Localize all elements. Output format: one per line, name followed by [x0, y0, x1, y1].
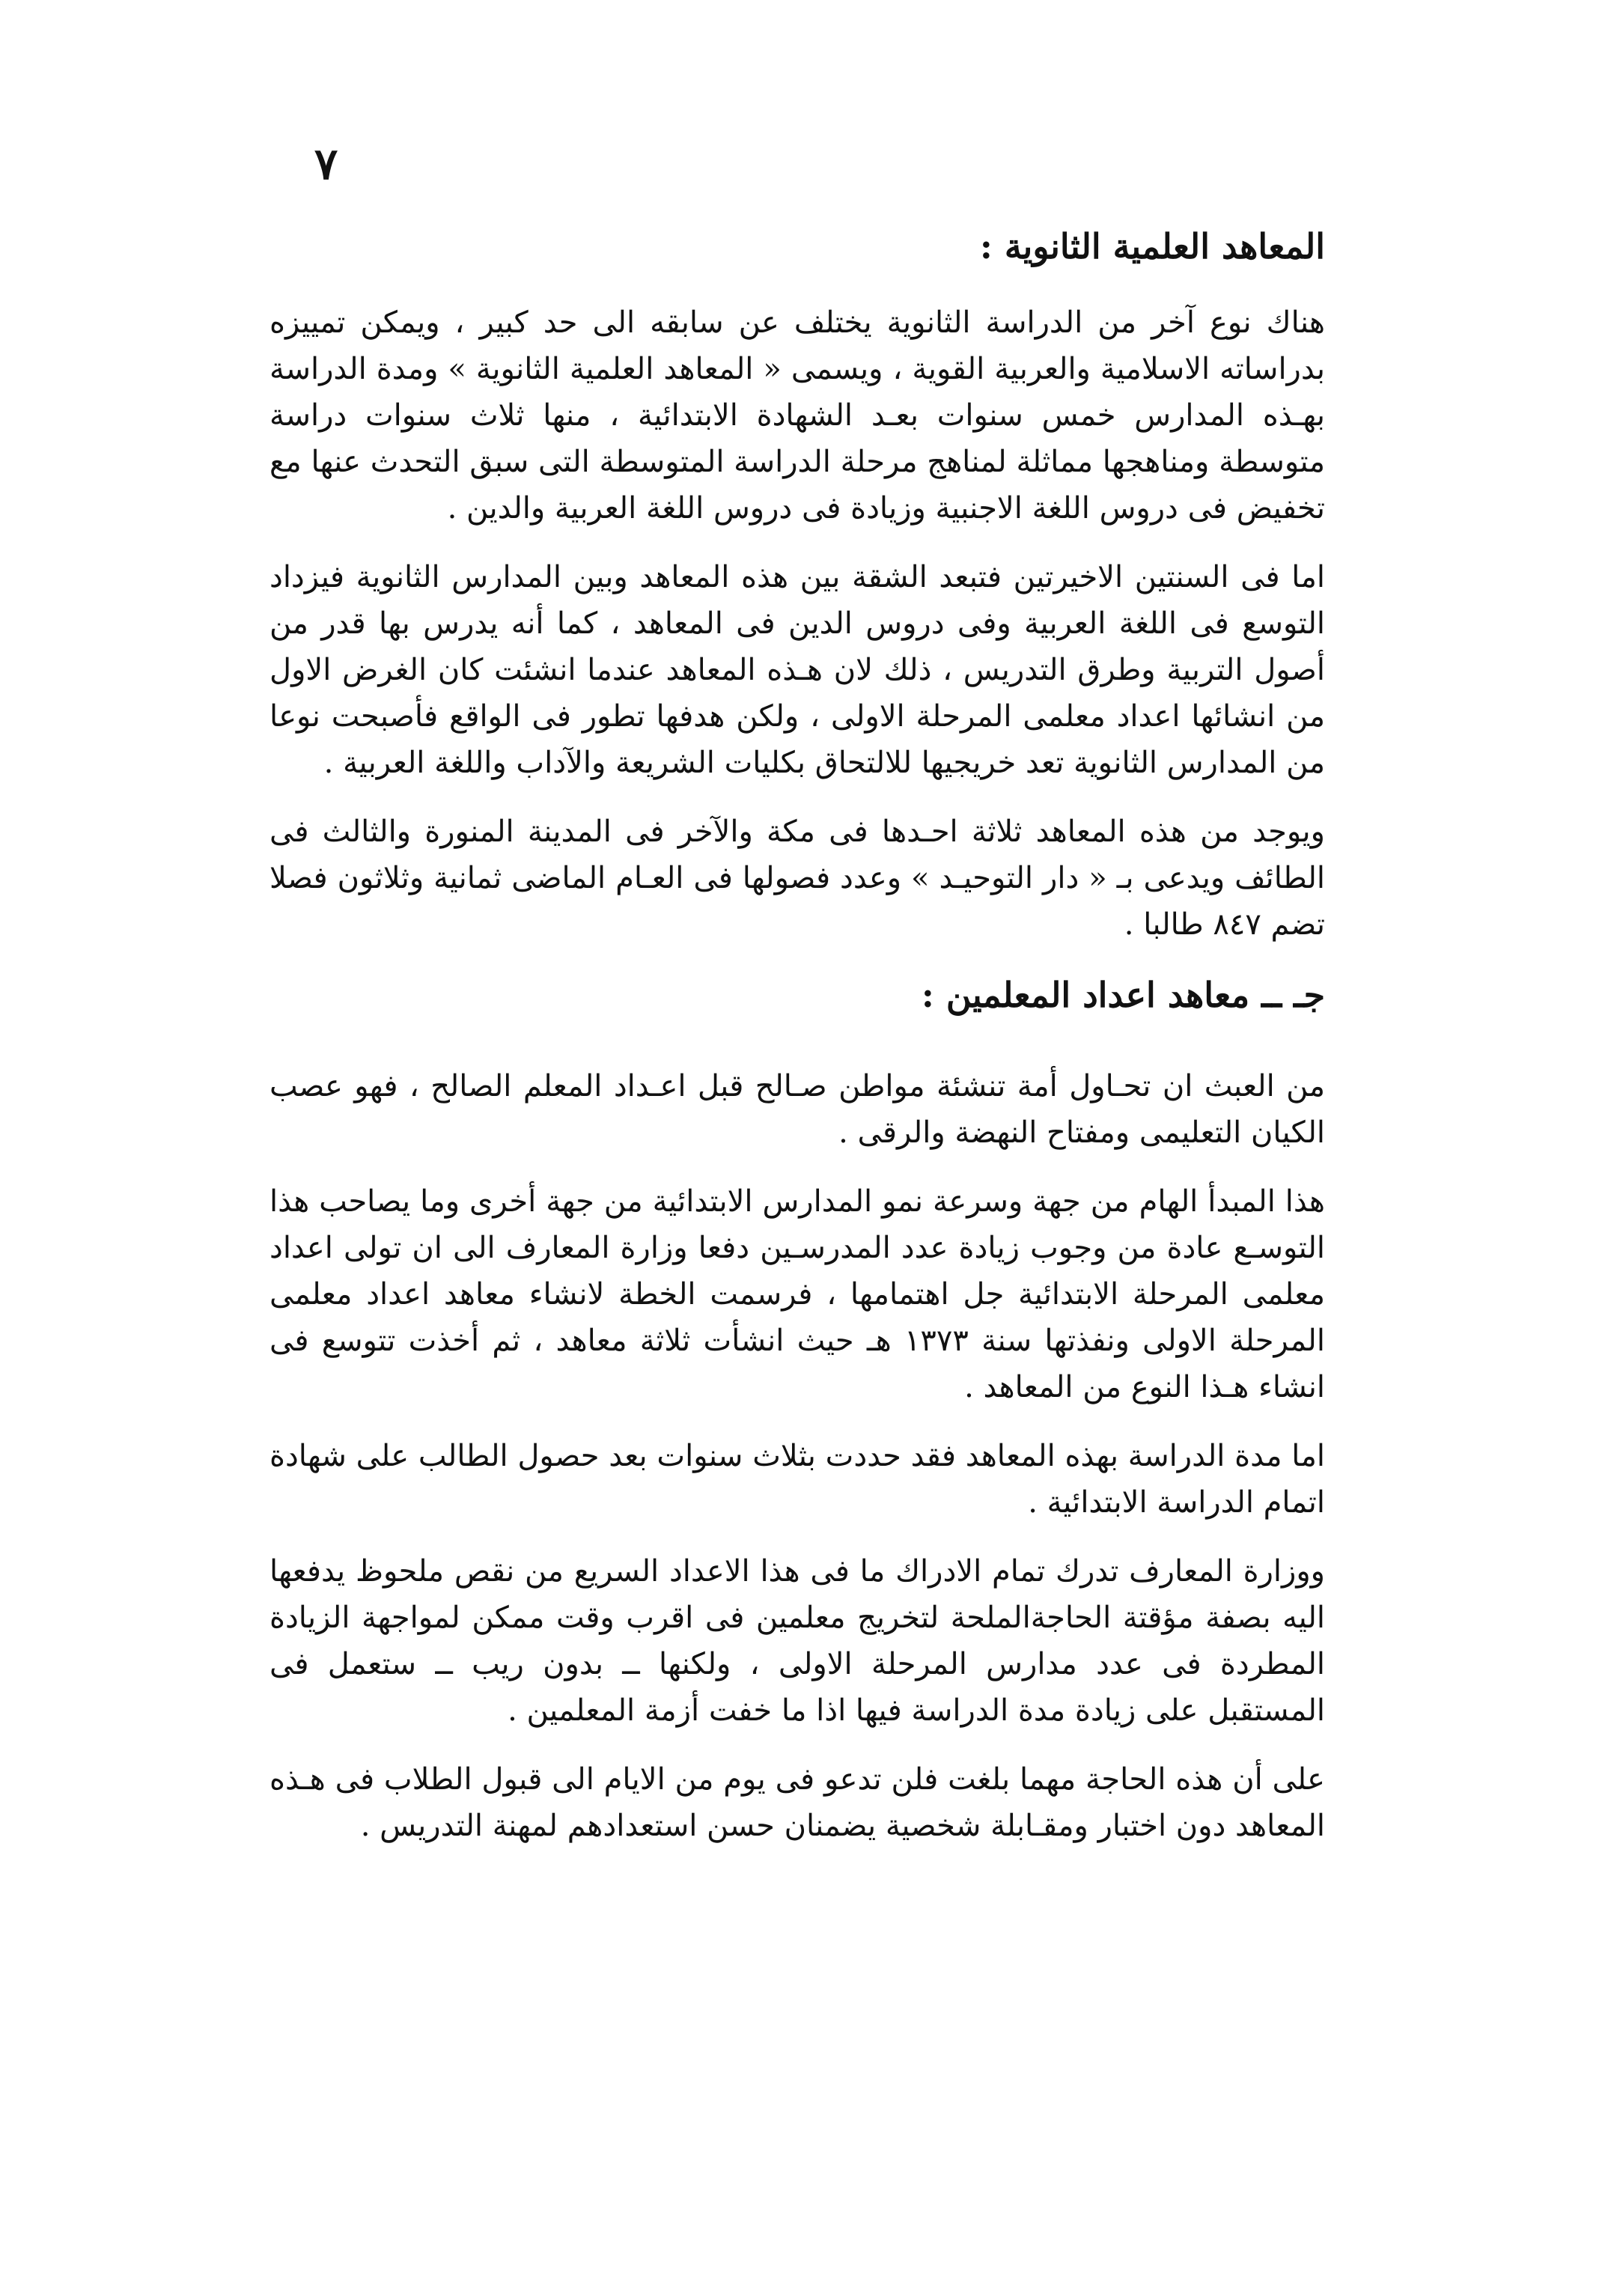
- paragraph: هناك نوع آخر من الدراسة الثانوية يختلف عن سابقه الى حد كبير ، ويمكن تمييزه بدراساته الاسلامية والعربية القوية ، ويسمى « المعاهد العلمية الثانوية » ومدة الدراسة بهـذه المدارس خمس سنوات بعـد الشهادة الابتدائية ، منها ثلاث سنوات دراسة متوسطة ومناهجها مماثلة لمناهج مرحلة الدراسة المتوسطة التى سبق التحدث عنها مع تخفيض فى دروس اللغة الاجنبية وزيادة فى دروس اللغة العربية والدين .: [269, 305, 1326, 526]
- paragraph: اما مدة الدراسة بهذه المعاهد فقد حددت بثلاث سنوات بعد حصول الطالب على شهادة اتمام الدراسة الابتدائية .: [269, 1438, 1325, 1520]
- page-body: [269, 225, 1325, 1872]
- section-heading-secondary-institutes: المعاهد العلمية الثانوية :: [979, 226, 1325, 267]
- paragraph: اما فى السنتين الاخيرتين فتبعد الشقة بين هذه المعاهد وبين المدارس الثانوية فيزداد التوسع فى اللغة العربية وفى دروس الدين فى المعاهد ، كما أنه يدرس بها قدر من أصول التربية وطرق التدريس ، ذلك لان هـذه المعاهد عندما انشئت كان الغرض الاول من انشائها اعداد معلمى المرحلة الاولى ، ولكن هدفها تطور فى الواقع فأصبحت نوعا من المدارس الثانوية تعد خريجيها للالتحاق بكليات الشريعة والآداب واللغة العربية .: [269, 559, 1325, 780]
- section-heading-teacher-institutes: جـ ــ معاهد اعداد المعلمين :: [921, 974, 1325, 1015]
- paragraph: على أن هذه الحاجة مهما بلغت فلن تدعو فى يوم من الايام الى قبول الطلاب فى هـذه المعاهد دون اختبار ومقـابلة شخصية يضمنان حسن استعدادهم لمهنة التدريس .: [269, 1761, 1325, 1843]
- paragraph: ووزارة المعارف تدرك تمام الادراك ما فى هذا الاعداد السريع من نقص ملحوظ يدفعها اليه بصفة مؤقتة الحاجةالملحة لتخريج معلمين فى اقرب وقت ممكن لمواجهة الزيادة المطردة فى عدد مدارس المرحلة الاولى ، ولكنها ــ بدون ريب ــ ستعمل فى المستقبل على زيادة مدة الدراسة فيها اذا ما خفت أزمة المعلمين .: [269, 1553, 1325, 1728]
- paragraph: هذا المبدأ الهام من جهة وسرعة نمو المدارس الابتدائية من جهة أخرى وما يصاحب هذا التوسـع عادة من وجوب زيادة عدد المدرسـين دفعا وزارة المعارف الى ان تولى اعداد معلمى المرحلة الابتدائية جل اهتمامها ، فرسمت الخطة لانشاء معاهد اعداد معلمى المرحلة الاولى ونفذتها سنة ١٣٧٣ هـ حيث انشأت ثلاثة معاهد ، ثم أخذت تتوسع فى انشاء هـذا النوع من المعاهد .: [269, 1184, 1325, 1404]
- paragraph: من العبث ان تحـاول أمة تنشئة مواطن صـالح قبل اعـداد المعلم الصالح ، فهو عصب الكيان التعليمى ومفتاح النهضة والرقى .: [269, 1068, 1325, 1150]
- page-number: ٧: [314, 138, 338, 189]
- paragraph: ويوجد من هذه المعاهد ثلاثة احـدها فى مكة والآخر فى المدينة المنورة والثالث فى الطائف ويدعى بـ « دار التوحيـد » وعدد فصولها فى العـام الماضى ثمانية وثلاثون فصلا تضم ٨٤٧ طالبا .: [269, 814, 1325, 942]
